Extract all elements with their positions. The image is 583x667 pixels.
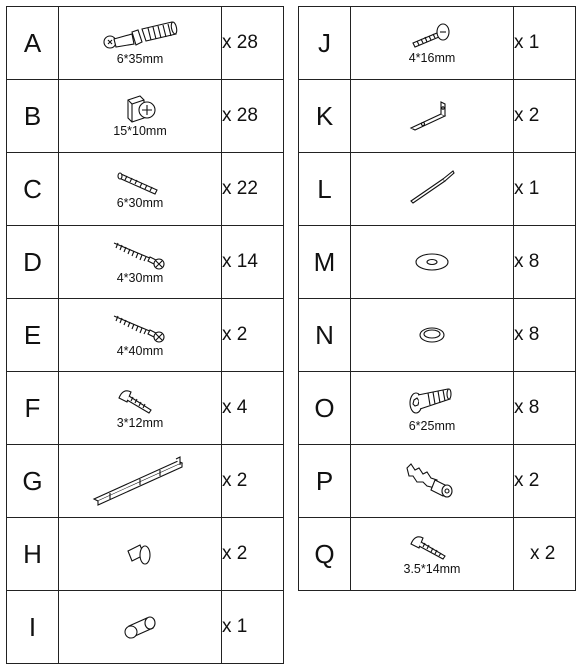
part-row-q (299, 518, 576, 591)
part-letter: J (299, 7, 351, 80)
part-row-b (7, 80, 284, 153)
part-size: 6*30mm (116, 196, 164, 210)
part-quantity: x 1 (222, 591, 284, 664)
part-size: 4*30mm (116, 271, 164, 285)
part-row-a (7, 7, 284, 80)
part-quantity: x 4 (222, 372, 284, 445)
part-quantity: x 2 (514, 445, 576, 518)
part-row-i (7, 591, 284, 664)
part-size: 3.5*14mm (403, 562, 461, 576)
part-letter: A (7, 7, 59, 80)
part-letter: G (7, 445, 59, 518)
part-letter: B (7, 80, 59, 153)
cam-bolt-icon (100, 20, 180, 52)
part-quantity: x 28 (222, 80, 284, 153)
part-row-l (299, 153, 576, 226)
part-size: 15*10mm (113, 124, 167, 138)
part-row-f (7, 372, 284, 445)
l-bracket-icon (407, 98, 457, 134)
short-screw-icon (115, 386, 165, 416)
part-quantity: x 1 (514, 153, 576, 226)
part-letter: M (299, 226, 351, 299)
part-size: 3*12mm (116, 416, 164, 430)
part-size: 4*40mm (116, 344, 164, 358)
hardware-list-left (6, 6, 284, 664)
part-row-p (299, 445, 576, 518)
machine-screw-icon (407, 21, 457, 51)
part-quantity: x 8 (514, 226, 576, 299)
part-size: 4*16mm (408, 51, 456, 65)
part-row-m (299, 226, 576, 299)
part-letter: F (7, 372, 59, 445)
cam-lock-icon (120, 94, 160, 124)
part-letter: D (7, 226, 59, 299)
wood-screw-icon (110, 239, 170, 271)
part-quantity: x 2 (222, 299, 284, 372)
part-quantity: x 2 (222, 445, 284, 518)
part-quantity: x 28 (222, 7, 284, 80)
part-row-j (299, 7, 576, 80)
part-row-h (7, 518, 284, 591)
part-quantity: x 2 (514, 80, 576, 153)
part-letter: H (7, 518, 59, 591)
wall-anchor-icon (401, 460, 463, 502)
part-letter: E (7, 299, 59, 372)
part-size: 6*35mm (116, 52, 164, 66)
part-row-d (7, 226, 284, 299)
wooden-dowel-icon (115, 168, 165, 196)
hook-icon (120, 539, 160, 569)
part-letter: P (299, 445, 351, 518)
hex-bolt-icon (404, 383, 460, 419)
drawer-rail-icon (90, 453, 190, 509)
allen-key-icon (407, 169, 457, 209)
wood-screw-icon (110, 312, 170, 344)
hardware-list-right (298, 6, 576, 591)
part-quantity: x 14 (222, 226, 284, 299)
part-row-e (7, 299, 284, 372)
part-row-c (7, 153, 284, 226)
part-row-g (7, 445, 284, 518)
part-quantity: x 8 (514, 299, 576, 372)
part-row-n (299, 299, 576, 372)
part-quantity: x 22 (222, 153, 284, 226)
pan-screw-icon (407, 532, 457, 562)
part-row-o (299, 372, 576, 445)
part-letter: L (299, 153, 351, 226)
part-letter: O (299, 372, 351, 445)
part-quantity: x 2 (514, 518, 576, 591)
rod-support-icon (117, 612, 163, 642)
part-letter: C (7, 153, 59, 226)
part-quantity: x 2 (222, 518, 284, 591)
part-letter: K (299, 80, 351, 153)
part-letter: I (7, 591, 59, 664)
small-washer-icon (412, 323, 452, 347)
part-letter: Q (299, 518, 351, 591)
part-quantity: x 8 (514, 372, 576, 445)
part-row-k (299, 80, 576, 153)
part-size: 6*25mm (408, 419, 456, 433)
part-quantity: x 1 (514, 7, 576, 80)
flat-washer-icon (410, 250, 454, 274)
part-letter: N (299, 299, 351, 372)
